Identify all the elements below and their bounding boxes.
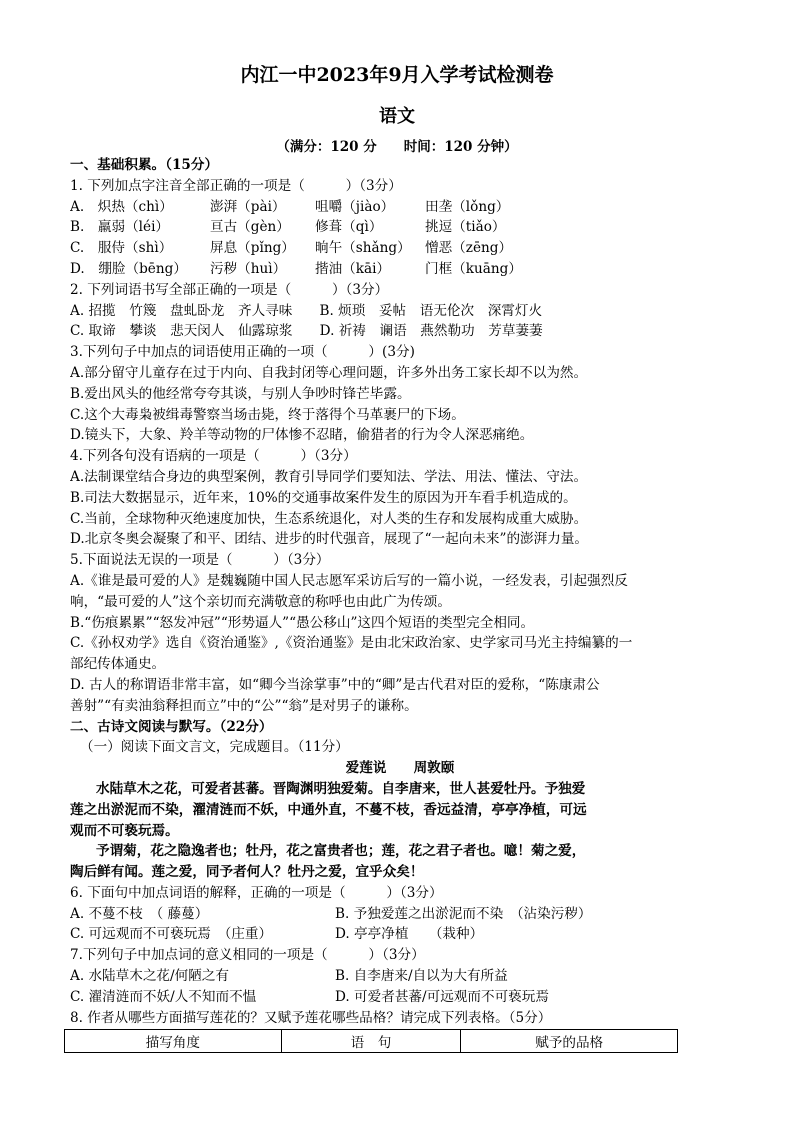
option-item: 门框（kuāng） <box>425 260 522 277</box>
text-line: B.司法大数据显示，近年来，10%的交通事故案件发生的原因为开车看手机造成的。 <box>70 489 577 506</box>
option-item: 亘古（gèn） <box>210 219 290 236</box>
text-line: 予谓菊，花之隐逸者也；牡丹，花之富贵者也；莲，花之君子者也。噫！菊之爱， <box>96 843 586 860</box>
option-item: 田垄（lǒng） <box>425 198 510 215</box>
text-line: D.镜头下，大象、羚羊等动物的尸体惨不忍睹，偷猎者的行为令人深恶痛绝。 <box>70 427 534 444</box>
text-line <box>70 966 730 987</box>
option-item: 挑逗（tiǎo） <box>425 219 506 236</box>
option-item: 修葺（qì） <box>315 219 383 236</box>
text-line: C. 取谛 攀谈 悲天闵人 仙露琼浆 D. 祈祷 谰语 燕然勒功 芳草萋萋 <box>70 323 543 340</box>
option-item: D. 可爱者甚蕃/可远观而不可亵玩焉 <box>335 988 549 1005</box>
text-line: C.《孙权劝学》选自《资治通鉴》,《资治通鉴》是由北宋政治家、史学家司马光主持编纂的一 <box>70 635 633 652</box>
option-item: C. 可远观而不可亵玩焉 （庄重） <box>70 926 273 943</box>
text-line: 2. 下列词语书写全部正确的一项是（ ）（3分） <box>70 281 389 298</box>
option-item: C. 服侍（shì） <box>70 240 173 257</box>
header-sentence: 语 句 <box>281 1030 461 1053</box>
text-line: A.部分留守儿童存在过于内向、自我封闭等心理问题，许多外出务工家长却不以为然。 <box>70 364 588 381</box>
option-item: 澎湃（pài） <box>210 198 286 215</box>
text-line: A.《谁是最可爱的人》是魏巍随中国人民志愿军采访后写的一篇小说，一经发表，引起强烈反 <box>70 572 628 589</box>
option-item: D. 亭亭净植 （栽种） <box>335 926 484 943</box>
text-line: 响，“最可爱的人”这个亲切而充满敬意的称呼也由此广为传颂。 <box>70 593 451 610</box>
text-line: D.北京冬奥会凝聚了和平、团结、进步的时代强音，展现了“一起向未来”的澎湃力量。 <box>70 531 589 548</box>
text-line: 5.下面说法无误的一项是（ ）（3分） <box>70 552 330 569</box>
text-line: 莲之出淤泥而不染，濯清涟而不妖，中通外直，不蔓不枝，香远益清，亭亭净植，可远 <box>70 801 587 818</box>
text-line: D. 古人的称谓语非常丰富，如“卿今当涂掌事”中的“卿”是古代君对臣的爱称，“陈康肃公 <box>70 676 600 693</box>
text-line <box>70 238 730 259</box>
text-line: 陶后鲜有闻。莲之爱，同予者何人？牡丹之爱，宜乎众矣！ <box>70 864 424 881</box>
score-time-info: （满分：120 分 时间：120 分钟） <box>276 139 518 155</box>
text-line: 6. 下面句中加点词语的解释，正确的一项是（ ）（3分） <box>70 884 443 901</box>
text-line: （一）阅读下面文言文，完成题目。（11分） <box>80 739 349 756</box>
text-line: 1. 下列加点字注音全部正确的一项是（ ）（3分） <box>70 177 402 194</box>
option-item: 揩油（kāi） <box>315 260 391 277</box>
text-line: 一、基础积累。（15分） <box>70 157 219 173</box>
option-item: 污秽（huì） <box>210 260 287 277</box>
option-item: A. 炽热（chì） <box>70 198 173 215</box>
option-item: 屏息（pǐng） <box>210 240 295 257</box>
exam-title: 内江一中2023年9月入学考试检测卷 <box>240 64 554 86</box>
text-line: 7.下列句子中加点词的意义相同的一项是（ ）（3分） <box>70 947 425 964</box>
option-item: D. 绷脸（bēng） <box>70 260 187 277</box>
text-line: 善射”“有卖油翁释担而立”中的“公”“翁”是对男子的谦称。 <box>70 697 418 714</box>
option-item: A. 不蔓不枝 （ 藤蔓） <box>70 905 209 922</box>
text-line: 部纪传体通史。 <box>70 656 166 673</box>
text-line: A. 招揽 竹篾 盘虬卧龙 齐人寻味 B. 烦琐 妥帖 语无伦次 深霄灯火 <box>70 302 543 319</box>
answer-table <box>64 1029 678 1053</box>
text-line: 3.下列句子中加点的词语使用正确的一项（ ）(3分) <box>70 344 415 361</box>
text-line: 爱莲说 周敦颐 <box>345 760 455 777</box>
table-header-row <box>65 1030 678 1053</box>
question-body <box>70 155 730 1028</box>
option-item: B. 自李唐来/自以为大有所益 <box>335 968 508 985</box>
option-item: A. 水陆草木之花/何陋之有 <box>70 968 229 985</box>
header-quality: 赋予的品格 <box>461 1030 678 1053</box>
text-line: 水陆草木之花，可爱者甚蕃。晋陶渊明独爱菊。自李唐来，世人甚爱牡丹。予独爱 <box>96 780 586 797</box>
header-angle: 描写角度 <box>65 1030 282 1053</box>
option-item: B. 羸弱（léi） <box>70 219 170 236</box>
text-line: C.当前，全球物种灭绝速度加快，生态系统退化，对人类的生存和发展构成重大威胁。 <box>70 510 588 527</box>
text-line <box>70 904 730 925</box>
text-line: 观而不可亵玩焉。 <box>70 822 179 839</box>
text-line: B.爱出风头的他经常夸夸其谈，与别人争吵时锋芒毕露。 <box>70 385 411 402</box>
text-line: 二、古诗文阅读与默写。（22分） <box>70 718 273 735</box>
text-line <box>70 197 730 218</box>
option-item: C. 濯清涟而不妖/人不知而不愠 <box>70 988 257 1005</box>
text-line: C.这个大毒枭被缉毒警察当场击毙，终于落得个马革裹尸的下场。 <box>70 406 465 423</box>
text-line: A.法制课堂结合身边的典型案例，教育引导同学们要知法、学法、用法、懂法、守法。 <box>70 468 588 485</box>
text-line <box>70 259 730 280</box>
text-line <box>70 987 730 1008</box>
option-item: 晌午（shǎng） <box>315 240 411 257</box>
option-item: 咀嚼（jiào） <box>315 198 395 215</box>
text-line <box>70 217 730 238</box>
text-line <box>70 924 730 945</box>
option-item: B. 予独爱莲之出淤泥而不染 （沾染污秽） <box>335 905 592 922</box>
subject-title: 语文 <box>379 106 415 127</box>
text-line: 8. 作者从哪些方面描写莲花的？又赋予莲花哪些品格？请完成下列表格。（5分） <box>70 1009 552 1026</box>
text-line: B.“伤痕累累”“怒发冲冠”“形势逼人”“愚公移山”这四个短语的类型完全相同。 <box>70 614 535 631</box>
option-item: 憎恶（zēng） <box>425 240 513 257</box>
text-line: 4.下列各句没有语病的一项是（ ）（3分） <box>70 448 357 465</box>
